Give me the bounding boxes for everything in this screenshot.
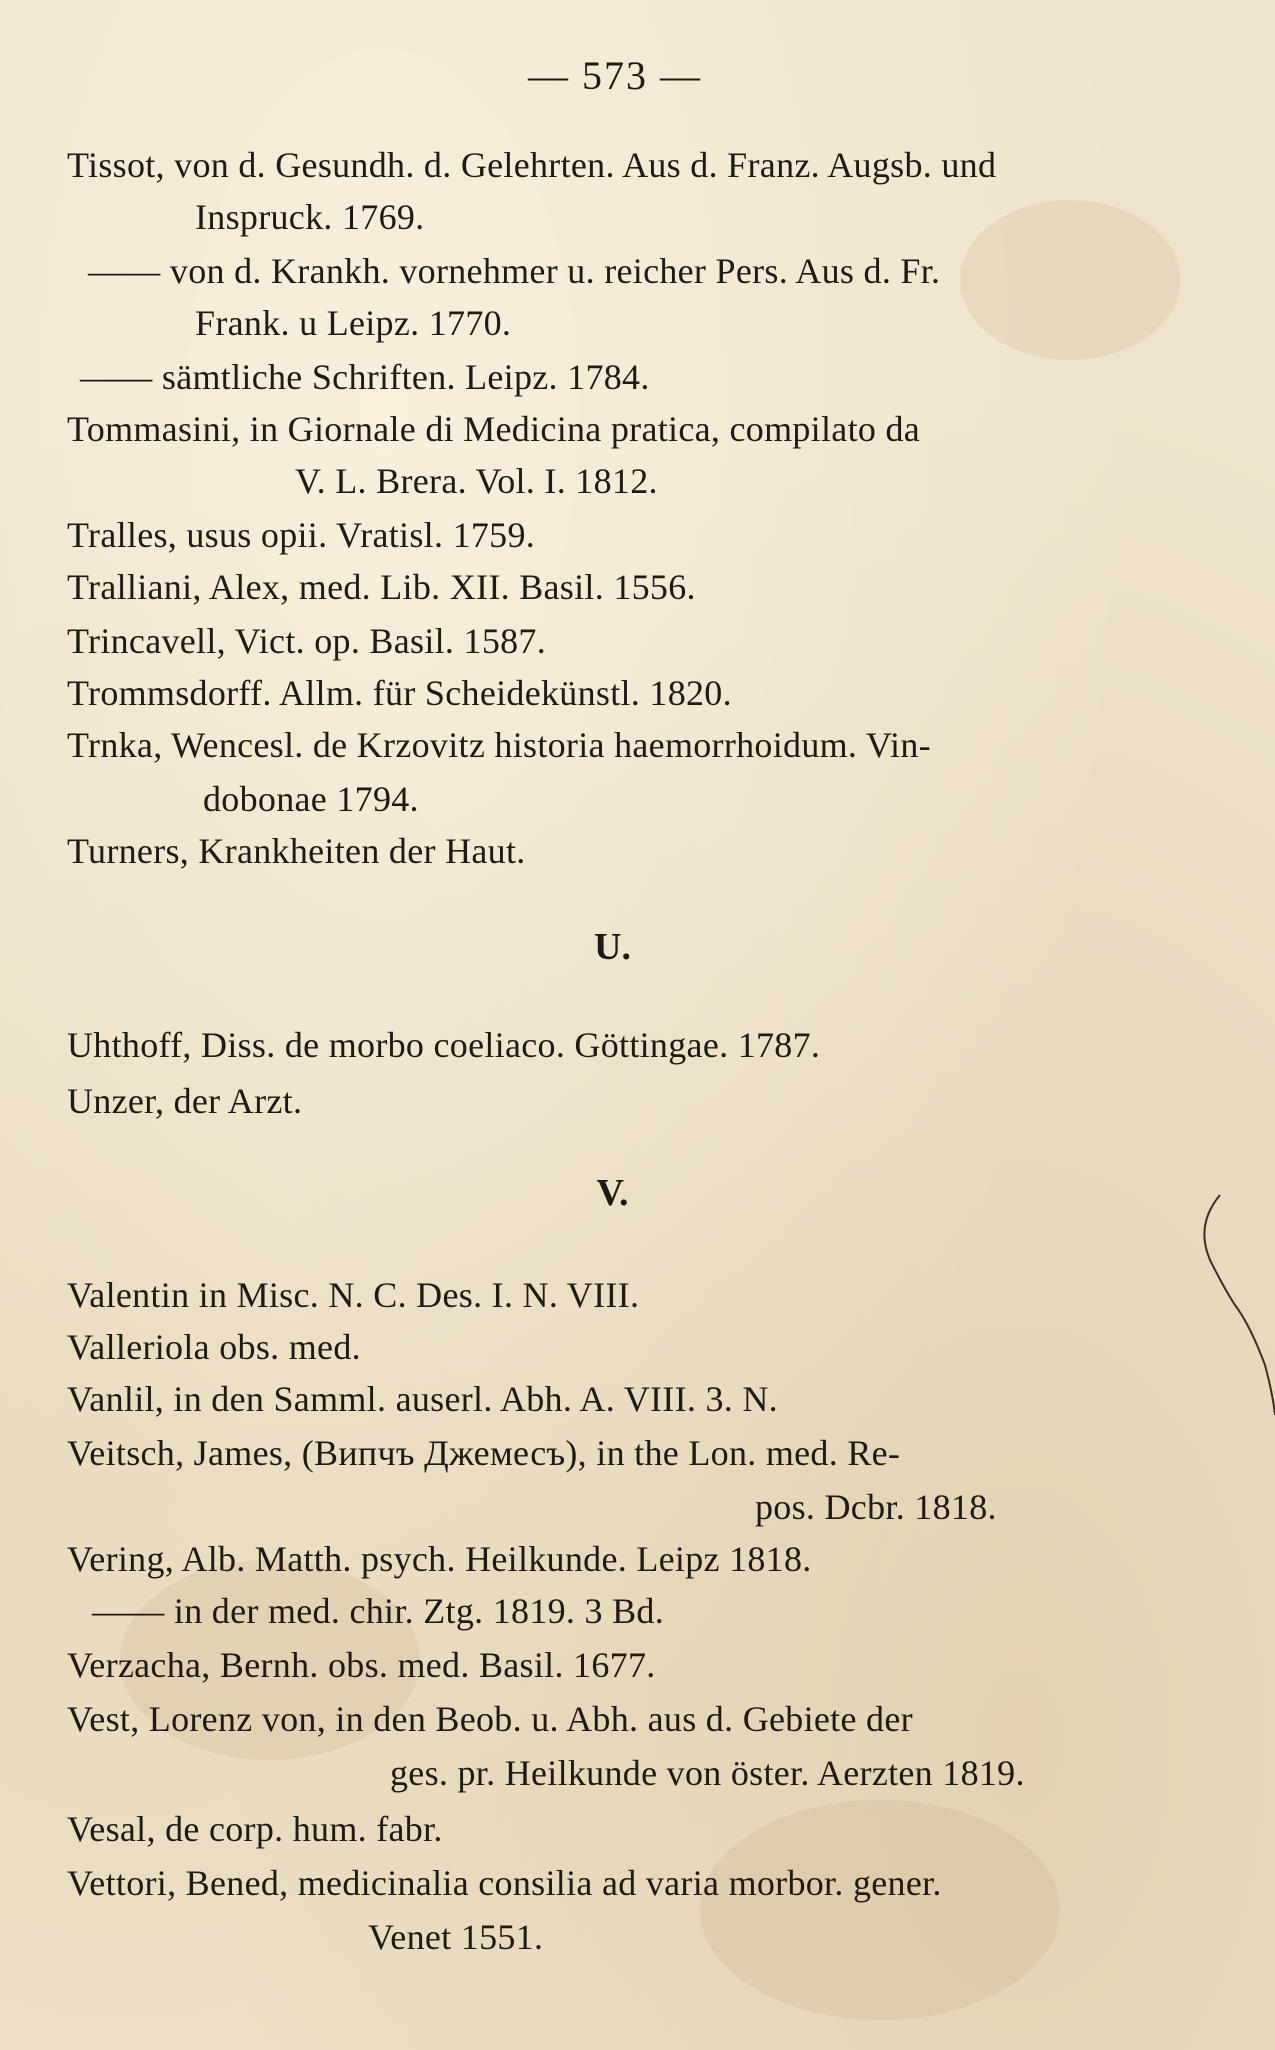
bibliography-entry: Valleriola obs. med. [67, 1327, 361, 1367]
section-heading-u: U. [594, 926, 631, 968]
bibliography-entry: Trnka, Wencesl. de Krzovitz historia haemorrhoidum. Vin- [67, 725, 931, 765]
bibliography-entry: Tralliani, Alex, med. Lib. XII. Basil. 1556. [67, 567, 696, 607]
entry-continuation: Inspruck. 1769. [195, 197, 425, 237]
bibliography-entry: Vest, Lorenz von, in den Beob. u. Abh. aus d. Gebiete der [67, 1699, 913, 1739]
bibliography-entry: Trommsdorff. Allm. für Scheidekünstl. 1820. [67, 673, 732, 713]
bibliography-entry: Turners, Krankheiten der Haut. [67, 831, 526, 871]
bibliography-entry: —— von d. Krankh. vornehmer u. reicher Pers. Aus d. Fr. [88, 251, 941, 291]
bibliography-entry: Vanlil, in den Samml. auserl. Abh. A. VIII. 3. N. [67, 1379, 778, 1419]
entry-continuation: V. L. Brera. Vol. I. 1812. [295, 461, 658, 501]
page-number: — 573 — [528, 53, 702, 98]
entry-continuation: Frank. u Leipz. 1770. [195, 303, 512, 343]
bibliography-entry: Trincavell, Vict. op. Basil. 1587. [67, 621, 547, 661]
entry-continuation: ges. pr. Heilkunde von öster. Aerzten 1819. [390, 1753, 1025, 1793]
entry-continuation: Venet 1551. [368, 1917, 544, 1957]
bibliography-entry: Tralles, usus opii. Vratisl. 1759. [67, 515, 536, 555]
paper-stain [960, 200, 1180, 360]
bibliography-entry: Veitsch, James, (Випчъ Джемесъ), in the Lon. med. Re- [67, 1433, 901, 1473]
bibliography-entry: —— sämtliche Schriften. Leipz. 1784. [80, 357, 650, 397]
section-heading-v: V. [596, 1172, 629, 1214]
paper-crease-mark [1195, 1185, 1275, 1415]
bibliography-entry: Unzer, der Arzt. [67, 1081, 303, 1121]
bibliography-entry: Tissot, von d. Gesundh. d. Gelehrten. Aus d. Franz. Augsb. und [67, 145, 997, 185]
bibliography-entry: Vesal, de corp. hum. fabr. [67, 1809, 443, 1849]
bibliography-entry: Vering, Alb. Matth. psych. Heilkunde. Leipz 1818. [67, 1539, 812, 1579]
entry-continuation: dobonae 1794. [203, 779, 419, 819]
bibliography-entry: Tommasini, in Giornale di Medicina pratica, compilato da [67, 409, 921, 449]
bibliography-entry: —— in der med. chir. Ztg. 1819. 3 Bd. [92, 1591, 665, 1631]
bibliography-entry: Valentin in Misc. N. C. Des. I. N. VIII. [67, 1275, 640, 1315]
bibliography-entry: Uhthoff, Diss. de morbo coeliaco. Göttingae. 1787. [67, 1025, 821, 1065]
paper-stain [700, 1800, 1060, 2020]
bibliography-entry: Vettori, Bened, medicinalia consilia ad varia morbor. gener. [67, 1863, 942, 1903]
entry-continuation: pos. Dcbr. 1818. [755, 1487, 997, 1527]
bibliography-entry: Verzacha, Bernh. obs. med. Basil. 1677. [67, 1645, 656, 1685]
